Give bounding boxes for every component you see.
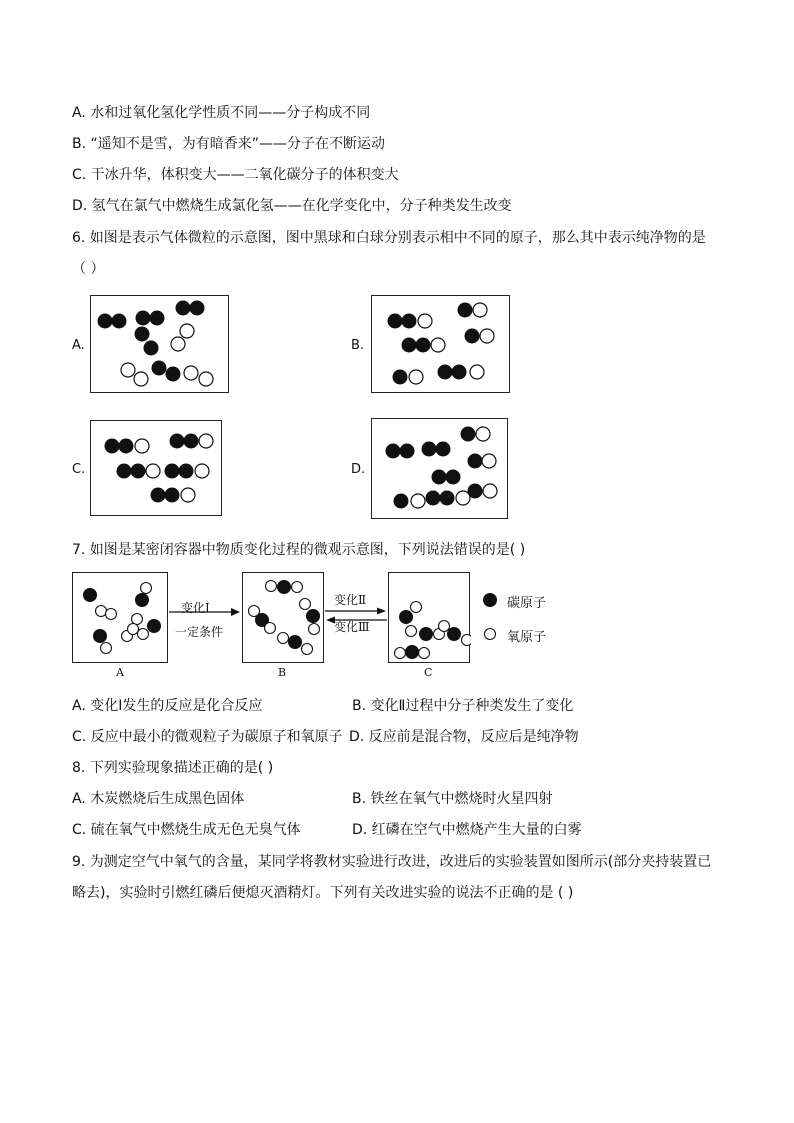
q6-diagram-d xyxy=(371,418,508,519)
carbon-atom-legend-icon xyxy=(482,592,498,608)
q7-legend-carbon: 碳原子 xyxy=(507,596,547,611)
q7-diagram-c xyxy=(388,572,470,663)
q6-stem-bracket: （ ） xyxy=(72,261,105,277)
q8-option-c: C. 硫在氧气中燃烧生成无色无臭气体 xyxy=(72,822,301,838)
q7-arrow1-bottom-label: 一定条件 xyxy=(175,625,224,639)
q9-stem: 9. 为测定空气中氧气的含量，某同学将教材实验进行改进，改进后的实验装置如图所示(部分夹持装置已 xyxy=(72,854,712,870)
q7-option-b: B. 变化Ⅱ过程中分子种类发生了变化 xyxy=(352,698,574,714)
q7-arrow2-top-label: 变化Ⅱ xyxy=(334,593,367,607)
q6-label-b: B. xyxy=(351,338,365,353)
q7-option-d: D. 反应前是混合物，反应后是纯净物 xyxy=(349,729,579,745)
q6-diagram-b xyxy=(371,295,510,393)
q6-diagram-d-particles xyxy=(372,419,509,520)
q7-caption-b: B xyxy=(278,666,287,679)
q6-diagram-a-particles xyxy=(91,296,230,394)
q7-caption-c: C xyxy=(424,666,433,679)
q6-stem: 6. 如图是表示气体微粒的示意图，图中黑球和白球分别表示相中不同的原子，那么其中表示纯净物的是 xyxy=(72,230,706,246)
q6-diagram-b-particles xyxy=(372,296,511,394)
q5-option-c: C. 干冰升华，体积变大——二氧化碳分子的体积变大 xyxy=(72,167,399,183)
q7-arrow2-bottom-label: 变化Ⅲ xyxy=(334,620,370,634)
q6-diagram-a xyxy=(90,295,229,393)
q7-diagram-c-particles xyxy=(389,573,471,664)
q6-label-d: D. xyxy=(351,462,366,477)
oxygen-atom-legend-icon xyxy=(483,627,497,641)
q5-option-b: B. “遥知不是雪，为有暗香来”——分子在不断运动 xyxy=(72,136,386,152)
q7-legend-oxygen: 氧原子 xyxy=(507,630,547,645)
q6-label-c: C. xyxy=(72,462,86,477)
q5-option-a: A. 水和过氧化氢化学性质不同——分子构成不同 xyxy=(72,105,371,121)
q7-diagram-b-particles xyxy=(243,573,325,664)
q8-option-b: B. 铁丝在氧气中燃烧时火星四射 xyxy=(352,791,553,807)
q7-arrow1-top-label: 变化Ⅰ xyxy=(181,601,210,615)
q6-diagram-c-particles xyxy=(91,421,223,517)
q7-diagram-a-particles xyxy=(73,573,169,664)
q7-option-a: A. 变化Ⅰ发生的反应是化合反应 xyxy=(72,698,263,714)
q7-diagram-a xyxy=(72,572,168,663)
q6-label-a: A. xyxy=(72,338,85,353)
q7-caption-a: A xyxy=(116,666,124,679)
q7-stem: 7. 如图是某密闭容器中物质变化过程的微观示意图，下列说法错误的是( ) xyxy=(72,542,526,558)
q8-stem: 8. 下列实验现象描述正确的是( ) xyxy=(72,760,274,776)
q7-diagram-b xyxy=(242,572,324,663)
q7-option-c: C. 反应中最小的微观粒子为碳原子和氧原子 xyxy=(72,729,343,745)
q9-stem-cont: 略去)，实验时引燃红磷后便熄灭酒精灯。下列有关改进实验的说法不正确的是 ( ) xyxy=(72,885,574,901)
q8-option-a: A. 木炭燃烧后生成黑色固体 xyxy=(72,791,245,807)
q6-diagram-c xyxy=(90,420,222,516)
q8-option-d: D. 红磷在空气中燃烧产生大量的白雾 xyxy=(352,822,582,838)
q5-option-d: D. 氢气在氯气中燃烧生成氯化氢——在化学变化中，分子种类发生改变 xyxy=(72,198,512,214)
